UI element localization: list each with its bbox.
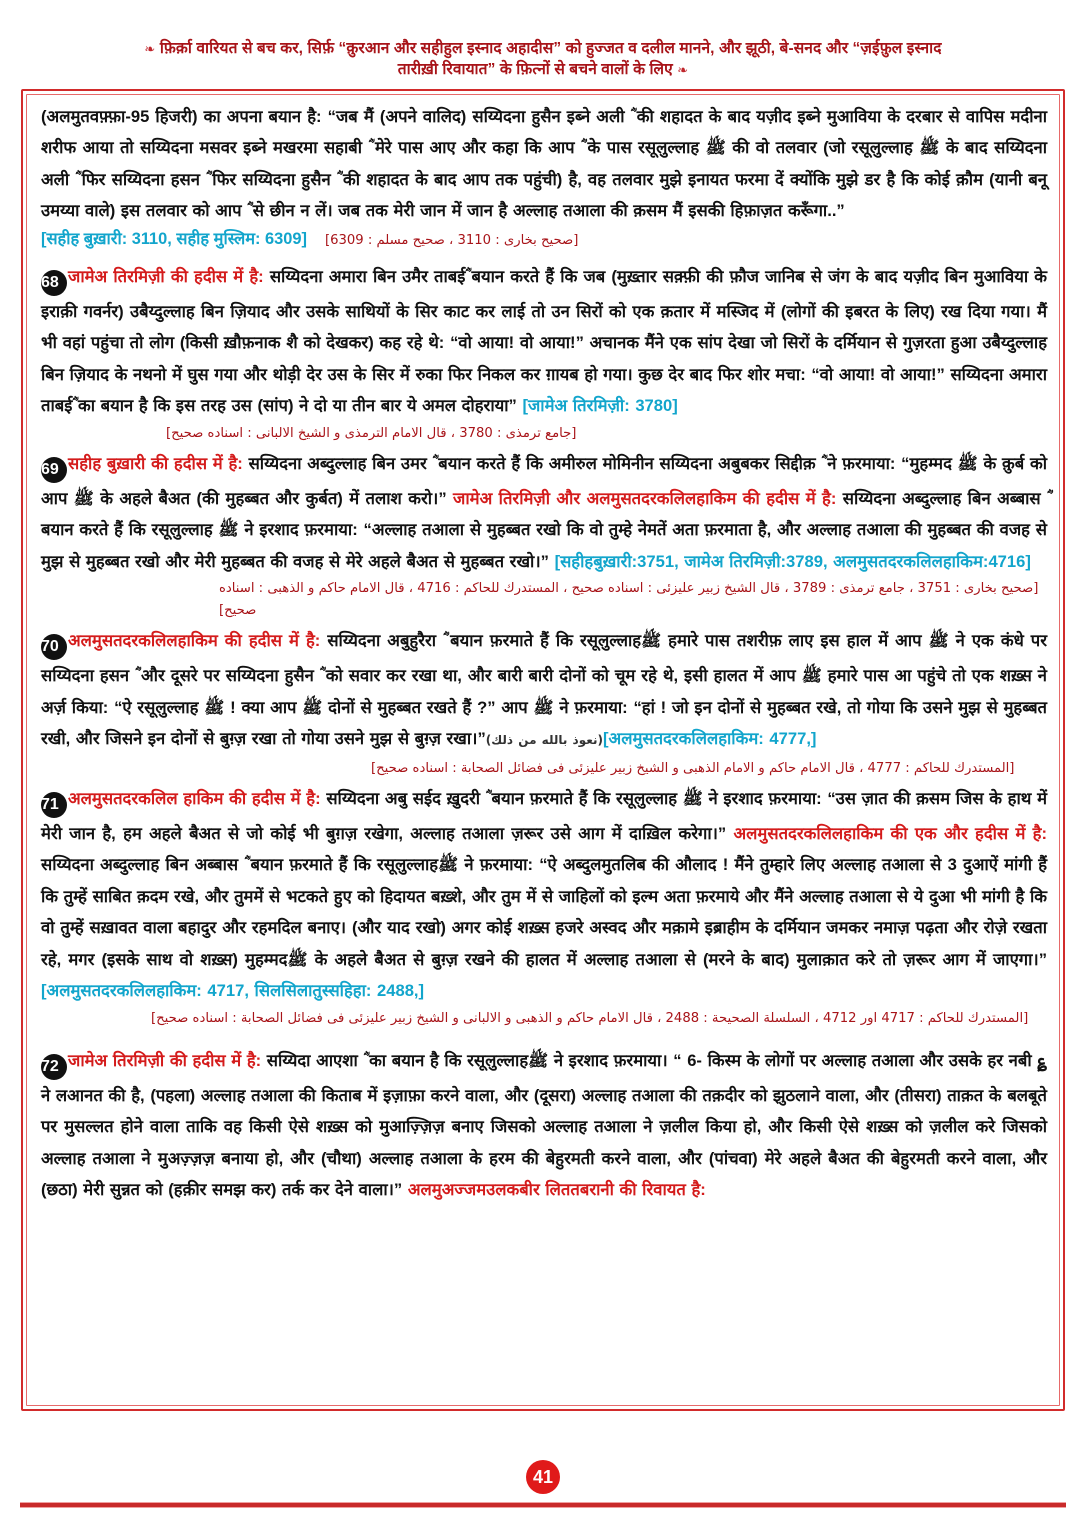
- hadith-block-72: [41, 1045, 1047, 1206]
- hadith-source-lead-71: अलमुसतदरकलिल हाकिम की हदीस में है:: [68, 788, 321, 808]
- reference-hindi-71: [अलमुसतदरकलिलहाकिम: 4717, सिलसिलातुस्सहिहा: 2488,]: [41, 981, 425, 1001]
- reference-arabic-69: [صحيح بخارى : 3751 ، جامع ترمذى : 3789 ، قال الشيخ زبير عليزئى : اسناده صحيح ، المستدرك للحاكم : 4716 ، قال الامام حاكم و الذهبى : اسناده صحيح]: [219, 581, 1039, 619]
- reference-hindi-intro: [सहीह बुख़ारी: 3110, सहीह मुस्लिम: 6309]: [41, 229, 307, 248]
- hadith-text-69: सय्यिदना अब्दुल्लाह बिन उमर ؓ बयान करते हैं कि अमीरुल मोमिनीन सय्यिदना अबुबकर सिद्दीक़ ؓ ने फ़रमाया: “मुहम्मद ﷺ के क़ुर्ब को आप ﷺ के अहले बैअत (की मुहब्बत और कुर्बत) में तलाश करो।”: [41, 453, 1048, 508]
- reference-row-intro: [41, 225, 1047, 253]
- hadith-text-71: सय्यिदना अबु सईद ख़ुदरी ؓ बयान फ़रमाते हैं कि रसूलुल्लाह ﷺ ने इरशाद फ़रमाया: “उस ज़ात की क़सम जिस के हाथ में मेरी जान है, हम अहले बैअत से जो कोई भी बुग़ज़ रखेगा, अल्लाह तआला ज़रूर उसे आग में दाख़िल करेगा।”: [41, 788, 1048, 843]
- hadith-source-lead-72: जामेअ तिरमिज़ी की हदीस में है:: [68, 1050, 262, 1070]
- hadith-block-69: [41, 448, 1047, 623]
- content-frame: [21, 89, 1065, 1411]
- hadith-paragraph-69: [41, 448, 1047, 578]
- reference-hindi-70: [अलमुसतदरकलिलहाकिम: 4777,]: [603, 729, 817, 749]
- hadith-number-badge-68: 68: [41, 270, 67, 296]
- hadith-text-68: सय्यिदना अमारा बिन उमैर ताबईؓ बयान करते हैं कि जब (मुख़्तार सक़्फ़ी की फ़ौज जानिब से जंग के बाद यज़ीद बिन मुआविया के इराक़ी गवर्नर) उबैय्दुल्लाह बिन ज़ियाद और उसके साथियों के सिर काट कर लाई तो उन सिरों को एक क़तार में मस्जिद में (लोगों की इबरत के लिए) रख दिया गया। मैं भी वहां पहुंचा तो लोग (किसी ख़ौफ़नाक शै को देखकर) कह रहे थे: “वो आया! वो आया!” अचानक मैंने एक सांप देखा जो सिरों के दर्मियान से गुज़रता हुआ उबैय्दुल्लाह बिन ज़ियाद के नथनो में घुस गया और थोड़ी देर उस के सिर में रुका फिर निकल कर ग़ायब हो गया। कुछ देर बाद फिर शोर मचा: “वो आया! वो आया!” सय्यिदना अमारा ताबईؓ का बयान है कि इस तरह उस (सांप) ने दो या तीन बार ये अमल दोहराया”: [41, 266, 1047, 416]
- hadith-paragraph-68: [41, 261, 1047, 422]
- hadith-text-72: सय्यिदा आएशा ؓ का बयान है कि रसूलुल्लाहﷺ ने इरशाद फ़रमाया। “ 6- किस्म के लोगों पर अल्लाह तआला और उसके हर नबी ؏ ने लआनत की है, (पहला) अल्लाह तआला की किताब में इज़ाफ़ा करने वाला, और (दूसरा) अल्लाह तआला की तक़दीर को झुठलाने वाला, और (तीसरा) ताक़त के बलबूते पर मुसल्लत होने वाला ताकि वह किसी ऐसे शख़्स को मुआज़्ज़िज़ बनाए जिसको अल्लाह तआला ने ज़लील किया हो, और किसी ऐसे शख़्स को ज़लील करे जिसको अल्लाह तआला ने मुअज़्ज़ज़ बनाया हो, और (चौथा) अल्लाह तआला के हरम की बेहुरमती करने वाला, और (पांचवा) मेरे अहले बैअत की बेहुरमती करने वाला, और (छठा) मेरी सुन्नत को (हक़ीर समझ कर) तर्क कर देने वाला।”: [41, 1050, 1047, 1200]
- header-line-2: [20, 59, 1066, 80]
- hadith-block-68: [41, 261, 1047, 445]
- hadith-text-70: सय्यिदना अबुहुरैरा ؓ बयान फ़रमाते हैं कि रसूलुल्लाहﷺ हमारे पास तशरीफ़ लाए इस हाल में आप ﷺ ने एक कंधे पर सय्यिदना हसन ؓ और दूसरे पर सय्यिदना हुसैन ؓ को सवार कर रखा था, और बारी बारी दोनों को चूम रहे थे, इसी हालत में आप ﷺ हमारे पास आ पहुंचे तो एक शख़्स ने अर्ज़ किया: “ऐ रसूलुल्लाह ﷺ ! क्या आप ﷺ दोनों से मुहब्बत रखते हैं ?” आप ﷺ ने फ़रमाया: “हां ! जो इन दोनों से मुहब्बत रखे, तो गोया कि उसने मुझ से मुहब्बत रखी, और जिसने इन दोनों से बुग़्ज़ रखा तो गोया उसने मुझ से बुग़्ज़ रखा।”: [41, 631, 1048, 749]
- hadith-source-lead2-71: अलमुसतदरकलिलहाकिम की एक और हदीस में है:: [733, 823, 1047, 843]
- reference-arabic-70: [المستدرك للحاكم : 4777 ، قال الامام حاكم و الامام الذهبى و الشيخ زبير عليزئى فى فضائل الصحابة : اسناده صحيح]: [371, 760, 1015, 776]
- reference-arabic-68: [جامع ترمذى : 3780 ، قال الامام الترمذى و الشيخ الالبانى : اسناده صحيح]: [166, 425, 577, 441]
- hadith-tail-note-72: अलमुअज्जमउलकबीर लिततबरानी की रिवायत है:: [407, 1180, 706, 1200]
- reference-arabic-71: [المستدرك للحاكم : 4717 اور 4712 ، السلسلة الصحيحة : 2488 ، قال الامام حاكم و الذهبى و الالبانى و الشيخ زبير عليزئى فى فضائل الصحابة : اسناده صحيح]: [151, 1010, 1029, 1026]
- hadith-block-intro: [41, 101, 1047, 253]
- page-number: 41: [526, 1460, 560, 1494]
- reference-hindi-69: [सहीहबुख़ारी:3751, जामेअ तिरमिज़ी:3789, अलमुसतदरकलिलहाकिम:4716]: [554, 551, 1031, 571]
- hadith-number-badge-72: 72: [41, 1054, 67, 1080]
- page-number-wrap: [0, 1460, 1086, 1494]
- hadith-source-lead2-69: जामेअ तिरमिज़ी और अलमुसतदरकलिलहाकिम की हदीस में है:: [453, 488, 837, 508]
- hadith-number-badge-69: 69: [41, 457, 67, 483]
- header-line-2-text: तारीख़ी रिवायात” के फ़ित्नों से बचने वालों के लिए: [397, 61, 673, 79]
- hadith-text2-71: सय्यिदना अब्दुल्लाह बिन अब्बास ؓ बयान फ़रमाते हैं कि रसूलुल्लाहﷺ ने फ़रमाया: “ऐ अब्दुलमुतलिब की औलाद ! मैंने तुम्हारे लिए अल्लाह तआला से 3 दुआऐं मांगी हैं कि तुम्हें साबित क़दम रखे, और तुममें से भटकते हुए को हिदायत बख़्शे, और तुम में से जाहिलों को इल्म अता फ़रमाये और मैंने अल्लाह तआला से ये दुआ भी मांगी है कि वो तुम्हें सख़ावत वाला बहादुर और रहमदिल बनाए। (और याद रखो) अगर कोई शख़्स हजरे अस्वद और मक़ामे इब्राहीम के दर्मियान जमकर नमाज़ पढ़ता और रोज़े रखता रहे, मगर (इसके साथ वो शख़्स) मुहम्मदﷺ के अहले बैअत से बुग़्ज़ रखने की हालत में अल्लाह तआला से (मरने के बाद) मुलाक़ात करे तो ज़रूर आग में जाएगा।”: [41, 855, 1048, 969]
- header-line-1-text: फ़िर्क़ा वारियत से बच कर, सिर्फ़ “क़ुरआन और सहीहुल इस्नाद अहादीस” को हुज्जत व दलील मानने, और झूठी, बे-सनद और “ज़ईफ़ुल इस्नाद: [159, 40, 942, 57]
- hadith-source-lead-69: सहीह बुख़ारी की हदीस में है:: [68, 453, 243, 473]
- hadith-block-70: [41, 625, 1047, 780]
- hadith-paragraph-71: [41, 783, 1047, 1007]
- hadith-text-intro: (अलमुतवफ़्फ़ा-95 हिजरी) का अपना बयान है: “जब मैं (अपने वालिद) सय्यिदना हुसैन इब्ने अली ؓ की शहादत के बाद यज़ीद इब्ने मुआविया के दरबार से वापिस मदीना शरीफ आया तो सय्यिदना मसवर इब्ने मखरमा सहाबी ؓ मेरे पास आए और कहा कि आप ؓ के पास रसूलुल्लाह ﷺ की वो तलवार (जो रसूलुल्लाह ﷺ के बाद सय्यिदना अली ؓ फिर सय्यिदना हसन ؓ फिर सय्यिदना हुसैन ؓ की शहादत के बाद आप तक पहुंची) है, वह तलवार मुझे इनायत फरमा दें क्योंकि मुझे डर है कि कोई क़ौम (यानी बनू उमय्या वाले) इस तलवार को आप ؓ से छीन न लें। जब तक मेरी जान में जान है अल्लाह तआला की क़सम मैं इसकी हिफ़ाज़त करूँगा..”: [41, 106, 1048, 221]
- header-line-1: [20, 38, 1066, 59]
- hadith-source-lead-70: अलमुसतदरकलिलहाकिम की हदीस में है:: [68, 631, 321, 651]
- content-inner: [25, 97, 1061, 1216]
- spacer: [41, 1033, 1047, 1045]
- hadith-block-71: [41, 783, 1047, 1030]
- reference-arabic-intro: [صحيح بخارى : 3110 ، صحيح مسلم : 6309]: [324, 232, 579, 248]
- page-header: [20, 0, 1066, 81]
- ornament-left-icon: ❧: [144, 41, 156, 57]
- footer-rule: [20, 1502, 1066, 1508]
- ornament-right-icon: ❧: [677, 62, 689, 78]
- hadith-text2-69: सय्यिदना अब्दुल्लाह बिन अब्बास ؓ बयान करते हैं कि रसूलुल्लाह ﷺ ने इरशाद फ़रमाया: “अल्लाह तआला से मुहब्बत रखो कि वो तुम्हे नेमतें अता फ़रमाता है, और अल्लाह तआला की मुहब्बत की वजह से मुझ से मुहब्बत रखो और मेरी मुहब्बत की वजह से मेरे अहले बैअत से मुहब्बत रखो।”: [41, 488, 1047, 571]
- reference-hindi-68: [जामेअ तिरमिज़ी: 3780]: [522, 396, 678, 416]
- hadith-number-badge-71: 71: [41, 792, 67, 818]
- hadith-paragraph-70: [41, 625, 1047, 757]
- hadith-source-lead-68: जामेअ तिरमिज़ी की हदीस में है:: [68, 266, 264, 286]
- arabic-inline-note-70: (نعوذ بالله من ذلك): [485, 733, 603, 748]
- hadith-number-badge-70: 70: [41, 634, 67, 660]
- hadith-paragraph-72: [41, 1045, 1047, 1206]
